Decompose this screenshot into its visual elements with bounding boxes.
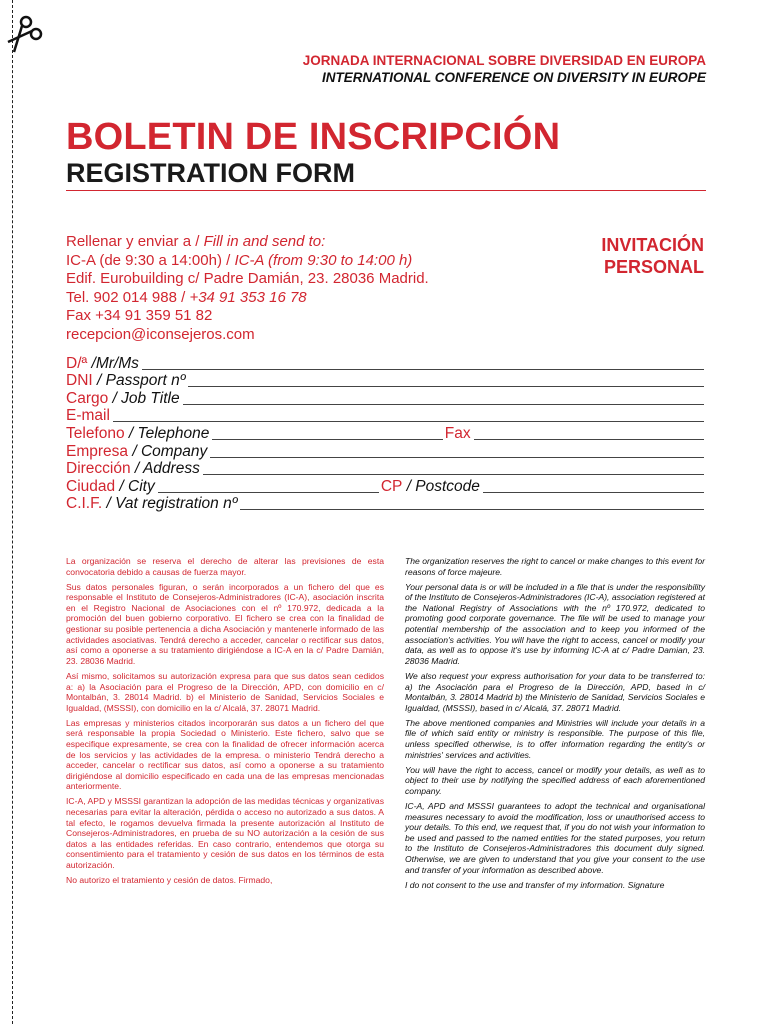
field-direccion (66, 461, 706, 479)
field-ciudad-input-line[interactable] (158, 492, 379, 493)
field-telefono-label-es: Telefono (66, 424, 125, 442)
field-cif-label-es: C.I.F. (66, 495, 103, 513)
field-dni-label (66, 372, 185, 390)
cut-line (12, 0, 13, 1024)
field-email (66, 408, 706, 426)
field-cif-label-en: / Vat registration nº (102, 495, 238, 513)
field-cargo-input-line[interactable] (183, 404, 704, 405)
legal-note-es-2: Sus datos personales figuran, o serán incorporados a un fichero del que es responsable el Instituto de Consejeros-Administradores (IC-A), asociación inscrita en el Registro Nacional de Asociaciones con el nº 170.972, dedicada a la promoción del buen gobierno corporativo. El fichero se crea con la finalidad de gestionar su posible pertenencia a dicha Asociación y mantenerle informado de las actividades asociativas. Tendrá derecho a acceder, cancelar o rectificar sus datos, así como a oponerse a su tratamiento dirigiéndose a IC-A en la c/ Padre Damián, 23. 28036 Madrid. (66, 581, 384, 666)
legal-note-en-5: You will have the right to access, cancel or modify your details, as well as to object to their use by notifying the specified address of each aforementioned company. (405, 764, 705, 796)
legal-note-en-6: IC-A, APD and MSSSI guarantees to adopt the technical and organisational measures necessary to avoid the modification, loss or unauthorised access to your details. To this end, we request that, if you do not wish your information to be used and passed to the named entities for the stated purposes, you return to the Instituto de Consejeros-Administradores this document duly signed. Otherwise, we are given to understand that you give your consent to the use and transfer of your information as described above. (405, 800, 705, 875)
field-telefono-label-en: / Telephone (124, 424, 210, 442)
field-cif-input-line[interactable] (240, 509, 704, 510)
legal-notes-es (66, 556, 384, 890)
field-cif (66, 496, 706, 514)
send-line-3: Edif. Eurobuilding c/ Padre Damián, 23. 28036 Madrid. (66, 270, 429, 287)
field-cargo (66, 390, 706, 408)
field-title-label (66, 355, 139, 373)
invitation-line-2: PERSONAL (603, 257, 704, 277)
field-cargo-label-en: / Job Title (108, 389, 180, 407)
field-dni-label-en: / Passport nº (92, 372, 186, 390)
send-line-2-es: IC-A (de 9:30 a 14:00h) / (66, 251, 235, 269)
field-empresa-input-line[interactable] (210, 457, 704, 458)
field-empresa (66, 443, 706, 461)
field-cp-label-es: CP (380, 477, 403, 495)
legal-note-es-6: No autorizo el tratamiento y cesión de datos. Firmado, (66, 875, 273, 886)
field-direccion-label-en: / Address (130, 460, 200, 478)
send-line-4-es: Tel. 902 014 988 / (66, 288, 190, 306)
send-info (66, 233, 429, 344)
field-dni-input-line[interactable] (188, 386, 704, 387)
send-line-4 (66, 289, 429, 308)
field-email-input-line[interactable] (113, 421, 704, 422)
field-fax-input-line[interactable] (474, 439, 704, 440)
field-cargo-label (66, 390, 180, 408)
field-direccion-input-line[interactable] (203, 474, 704, 475)
send-line-5: Fax +34 91 359 51 82 (66, 307, 213, 324)
field-title (66, 355, 706, 373)
field-ciudad-label (66, 478, 155, 496)
legal-note-es-1: La organización se reserva el derecho de alterar las previsiones de esta convocatoria debido a causas de fuerza mayor. (66, 556, 384, 577)
send-line-2-en: IC-A (from 9:30 to 14:00 h) (234, 251, 413, 269)
field-ciudad (66, 478, 706, 496)
field-empresa-label (66, 443, 207, 461)
field-telefono (66, 425, 706, 443)
conference-title-en: INTERNATIONAL CONFERENCE ON DIVERSITY IN EUROPE (321, 70, 706, 85)
field-direccion-label-es: Dirección (66, 460, 131, 478)
form-title: BOLETIN DE INSCRIPCIÓN (66, 116, 561, 158)
field-title-input-line[interactable] (142, 369, 704, 370)
legal-note-en-7: I do not consent to the use and transfer of my information. Signature (405, 879, 665, 890)
field-title-label-es: D/ª (66, 354, 88, 372)
legal-notes-en (405, 556, 705, 895)
field-cp-input-line[interactable] (483, 492, 704, 493)
send-line-6: recepcion@iconsejeros.com (66, 325, 255, 343)
field-dni (66, 373, 706, 391)
scissors-icon (4, 12, 44, 56)
send-line-1 (66, 233, 429, 252)
invitation-badge (601, 234, 704, 278)
legal-note-es-3: Así mismo, solicitamos su autorización expresa para que sus datos sean cedidos a: a) la Asociación para el Progreso de la Dirección, APD, con domicilio en c/ Montalbán, 3. 28014 Madrid. b) el Ministerio de Sanidad, Servicios Sociales e Igualdad, (MSSSI), con domicilio en la c/ Alcalá, 37. 28071 Madrid. (66, 670, 384, 713)
field-cif-label (66, 495, 237, 513)
field-cp-label (381, 478, 480, 496)
field-ciudad-label-es: Ciudad (66, 477, 116, 495)
send-line-4-en: +34 91 353 16 78 (189, 288, 307, 306)
field-telefono-input-line[interactable] (212, 439, 442, 440)
field-dni-label-es: DNI (66, 372, 93, 390)
field-cp-label-en: / Postcode (402, 477, 480, 495)
legal-note-en-4: The above mentioned companies and Ministries will include your details in a file of which said entity or ministry is responsible. The purpose of this file, unless specified otherwise, is to offer information regarding the entity's or ministries' services and activities. (405, 717, 705, 760)
legal-note-es-5: IC-A, APD y MSSSI garantizan la adopción de las medidas técnicas y organizativas necesarias para evitar la alteración, pérdida o acceso no autorizado a sus datos. A tal efecto, le rogamos devuelva firmada la presente autorización al Instituto de Consejeros-Administradores, en prueba de su NO autorización a la cesión de sus datos a las entidades referidas. En caso contrario, entendemos que otorga su consentimiento para el tratamiento y cesión de sus datos en los términos de esta autorización. (66, 796, 384, 871)
field-empresa-label-es: Empresa (66, 442, 129, 460)
field-direccion-label (66, 460, 200, 478)
legal-note-en-3: We also request your express authorisation for your data to be transferred to: a) the Asociación para el Progreso de la Dirección, APD, based in c/ Montalbán, 3. 28014 Madrid b) the Ministerio de Sanidad, Servicios Sociales e Igualdad, (MSSSI), based in c/ Alcalá, 37. 28071 Madrid. (405, 670, 705, 713)
field-telefono-label (66, 425, 209, 443)
invitation-line-1: INVITACIÓN (601, 235, 704, 255)
field-fax-label: Fax (444, 424, 471, 442)
field-title-label-en: /Mr/Ms (87, 354, 139, 372)
form-subtitle: REGISTRATION FORM (66, 158, 355, 188)
field-email-label-es: E-mail (66, 407, 110, 425)
field-empresa-label-en: / Company (128, 442, 208, 460)
send-line-2 (66, 252, 429, 271)
conference-header (303, 52, 706, 86)
legal-note-en-2: Your personal data is or will be included in a file that is under the responsibility of the Instituto de Consejeros-Administradores (IC-A), association registered at the National Registry of Associations with the nº 170.972, dedicated to promoting good corporate governance. The file will be used to manage your potential membership of the association and to keep you informed of the association's activities. You will have the right to access, cancel or modify your data, as well as to oppose it's use by informing IC-A at c/ Padre Damian, 23. 28036 Madrid. (405, 581, 705, 666)
conference-title-es: JORNADA INTERNACIONAL SOBRE DIVERSIDAD EN EUROPA (302, 53, 706, 68)
field-email-label (66, 407, 110, 425)
field-cargo-label-es: Cargo (66, 389, 109, 407)
registration-fields (66, 355, 706, 513)
send-line-1-en: Fill in and send to: (203, 233, 326, 250)
legal-note-en-1: The organization reserves the right to cancel or make changes to this event for reasons of force majeure. (405, 556, 705, 577)
title-divider (66, 190, 706, 191)
send-line-1-es: Rellenar y enviar a / (66, 233, 204, 250)
legal-note-es-4: Las empresas y ministerios citados incorporarán sus datos a un fichero del que será responsable la propia Sociedad o Ministerio. Este fichero, salvo que se especifique expresamente, se crea con la finalidad de ofrecer información acerca de los servicios y las actividades de la empresa. o ministerio Tendrá derecho a acceder, cancelar o rectificar sus datos, así como a oponerse a su tratamiento dirigiéndose al domicilio especificado en cada una de las empresas mencionadas anteriormente. (66, 717, 384, 792)
field-ciudad-label-en: / City (115, 477, 155, 495)
